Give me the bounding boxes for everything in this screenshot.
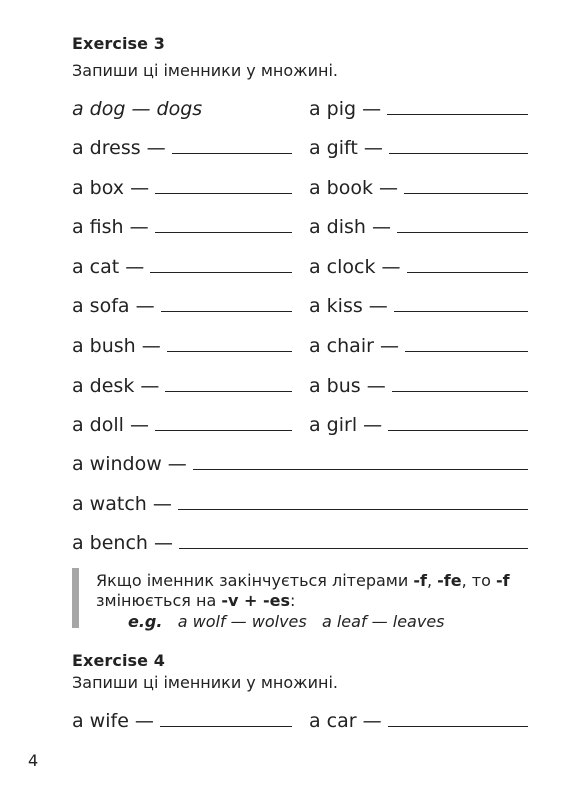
answer-blank[interactable]: [155, 429, 292, 431]
answer-blank[interactable]: [392, 390, 528, 392]
rule-text: , то: [461, 571, 496, 590]
word-cell: [309, 96, 528, 120]
word-row: [72, 373, 528, 397]
word-row: [72, 333, 528, 357]
exercise-3-instruction: Запиши ці іменники у множині.: [72, 61, 338, 80]
word-label: a dish —: [309, 216, 392, 238]
word-label: a desk —: [72, 375, 160, 397]
rule-text: змінюється на: [96, 591, 222, 610]
word-cell: [309, 135, 528, 159]
word-cell: [309, 708, 528, 732]
exercise-3-title: Exercise 3: [72, 34, 166, 53]
word-row: [72, 214, 528, 238]
word-cell: [72, 491, 528, 515]
word-label: a sofa —: [72, 295, 155, 317]
word-cell: [309, 373, 528, 397]
answer-blank[interactable]: [394, 310, 528, 312]
word-row-wide: [72, 530, 528, 554]
word-cell: [309, 254, 528, 278]
answer-blank[interactable]: [161, 310, 292, 312]
word-row: [72, 708, 528, 732]
rule-note: [96, 571, 510, 611]
word-label: a fish —: [72, 216, 149, 238]
page-number: 4: [28, 751, 39, 770]
word-label: a kiss —: [309, 295, 388, 317]
answer-blank[interactable]: [388, 429, 528, 431]
answer-blank[interactable]: [407, 271, 528, 273]
answer-blank[interactable]: [178, 508, 528, 510]
word-cell: [72, 175, 292, 199]
answer-blank[interactable]: [404, 192, 528, 194]
example-answer: dogs: [156, 98, 203, 120]
word-row: [72, 412, 528, 436]
rule-text: :: [289, 591, 296, 610]
answer-blank[interactable]: [387, 113, 528, 115]
word-row: [72, 293, 528, 317]
word-label: a girl —: [309, 414, 383, 436]
word-row: [72, 175, 528, 199]
word-label: a cat —: [72, 256, 145, 278]
answer-blank[interactable]: [155, 192, 292, 194]
word-cell: [72, 254, 292, 278]
word-label: a watch —: [72, 493, 172, 515]
example-word: a dog: [72, 98, 126, 120]
word-cell: [72, 412, 292, 436]
word-label: a bench —: [72, 532, 174, 554]
example-cell: [72, 96, 292, 120]
rule-suffix: -f: [495, 571, 510, 590]
eg-label: e.g.: [128, 612, 163, 631]
word-label: a window —: [72, 453, 187, 475]
word-label: a dress —: [72, 137, 166, 159]
example-dash: —: [125, 98, 157, 120]
word-cell: [309, 293, 528, 317]
word-cell: [72, 214, 292, 238]
answer-blank[interactable]: [397, 231, 528, 233]
word-row: [72, 254, 528, 278]
word-cell: [72, 373, 292, 397]
word-label: a bus —: [309, 375, 386, 397]
word-cell: [309, 333, 528, 357]
rule-text: ,: [426, 571, 438, 590]
answer-blank[interactable]: [193, 468, 528, 470]
word-label: a box —: [72, 177, 150, 199]
answer-blank[interactable]: [167, 350, 292, 352]
exercise-4-title: Exercise 4: [72, 651, 166, 670]
word-cell: [72, 135, 292, 159]
answer-blank[interactable]: [179, 547, 528, 549]
word-row-wide: [72, 451, 528, 475]
word-cell: [72, 708, 292, 732]
answer-blank[interactable]: [165, 390, 292, 392]
answer-blank[interactable]: [155, 231, 292, 233]
rule-replacement: -v + -es: [221, 591, 290, 610]
rule-text: Якщо іменник закінчується літерами: [96, 571, 414, 590]
answer-blank[interactable]: [150, 271, 292, 273]
word-cell: [72, 530, 528, 554]
word-cell: [72, 293, 292, 317]
rule-note-bar: [72, 568, 79, 628]
rule-line-2: [96, 591, 510, 611]
answer-blank[interactable]: [389, 152, 528, 154]
rule-suffix: -fe: [437, 571, 462, 590]
word-row: [72, 135, 528, 159]
word-label: a gift —: [309, 137, 383, 159]
word-cell: [309, 214, 528, 238]
word-cell: [72, 451, 528, 475]
rule-line-1: [96, 571, 510, 591]
answer-blank[interactable]: [405, 350, 528, 352]
word-label: a pig —: [309, 98, 382, 120]
eg-text: a wolf — wolves a leaf — leaves: [162, 612, 445, 631]
rule-suffix: -f: [413, 571, 427, 590]
word-row-wide: [72, 491, 528, 515]
rule-example: [128, 612, 445, 631]
word-label: a car —: [309, 710, 382, 732]
answer-blank[interactable]: [160, 725, 292, 727]
word-label: a chair —: [309, 335, 399, 357]
word-label: a bush —: [72, 335, 161, 357]
word-cell: [72, 333, 292, 357]
answer-blank[interactable]: [172, 152, 292, 154]
word-label: a book —: [309, 177, 399, 199]
example-row: [72, 96, 528, 120]
answer-blank[interactable]: [388, 725, 528, 727]
exercise-4-instruction: Запиши ці іменники у множині.: [72, 673, 338, 692]
word-cell: [309, 175, 528, 199]
word-label: a wife —: [72, 710, 154, 732]
word-cell: [309, 412, 528, 436]
word-label: a doll —: [72, 414, 149, 436]
word-label: a clock —: [309, 256, 401, 278]
